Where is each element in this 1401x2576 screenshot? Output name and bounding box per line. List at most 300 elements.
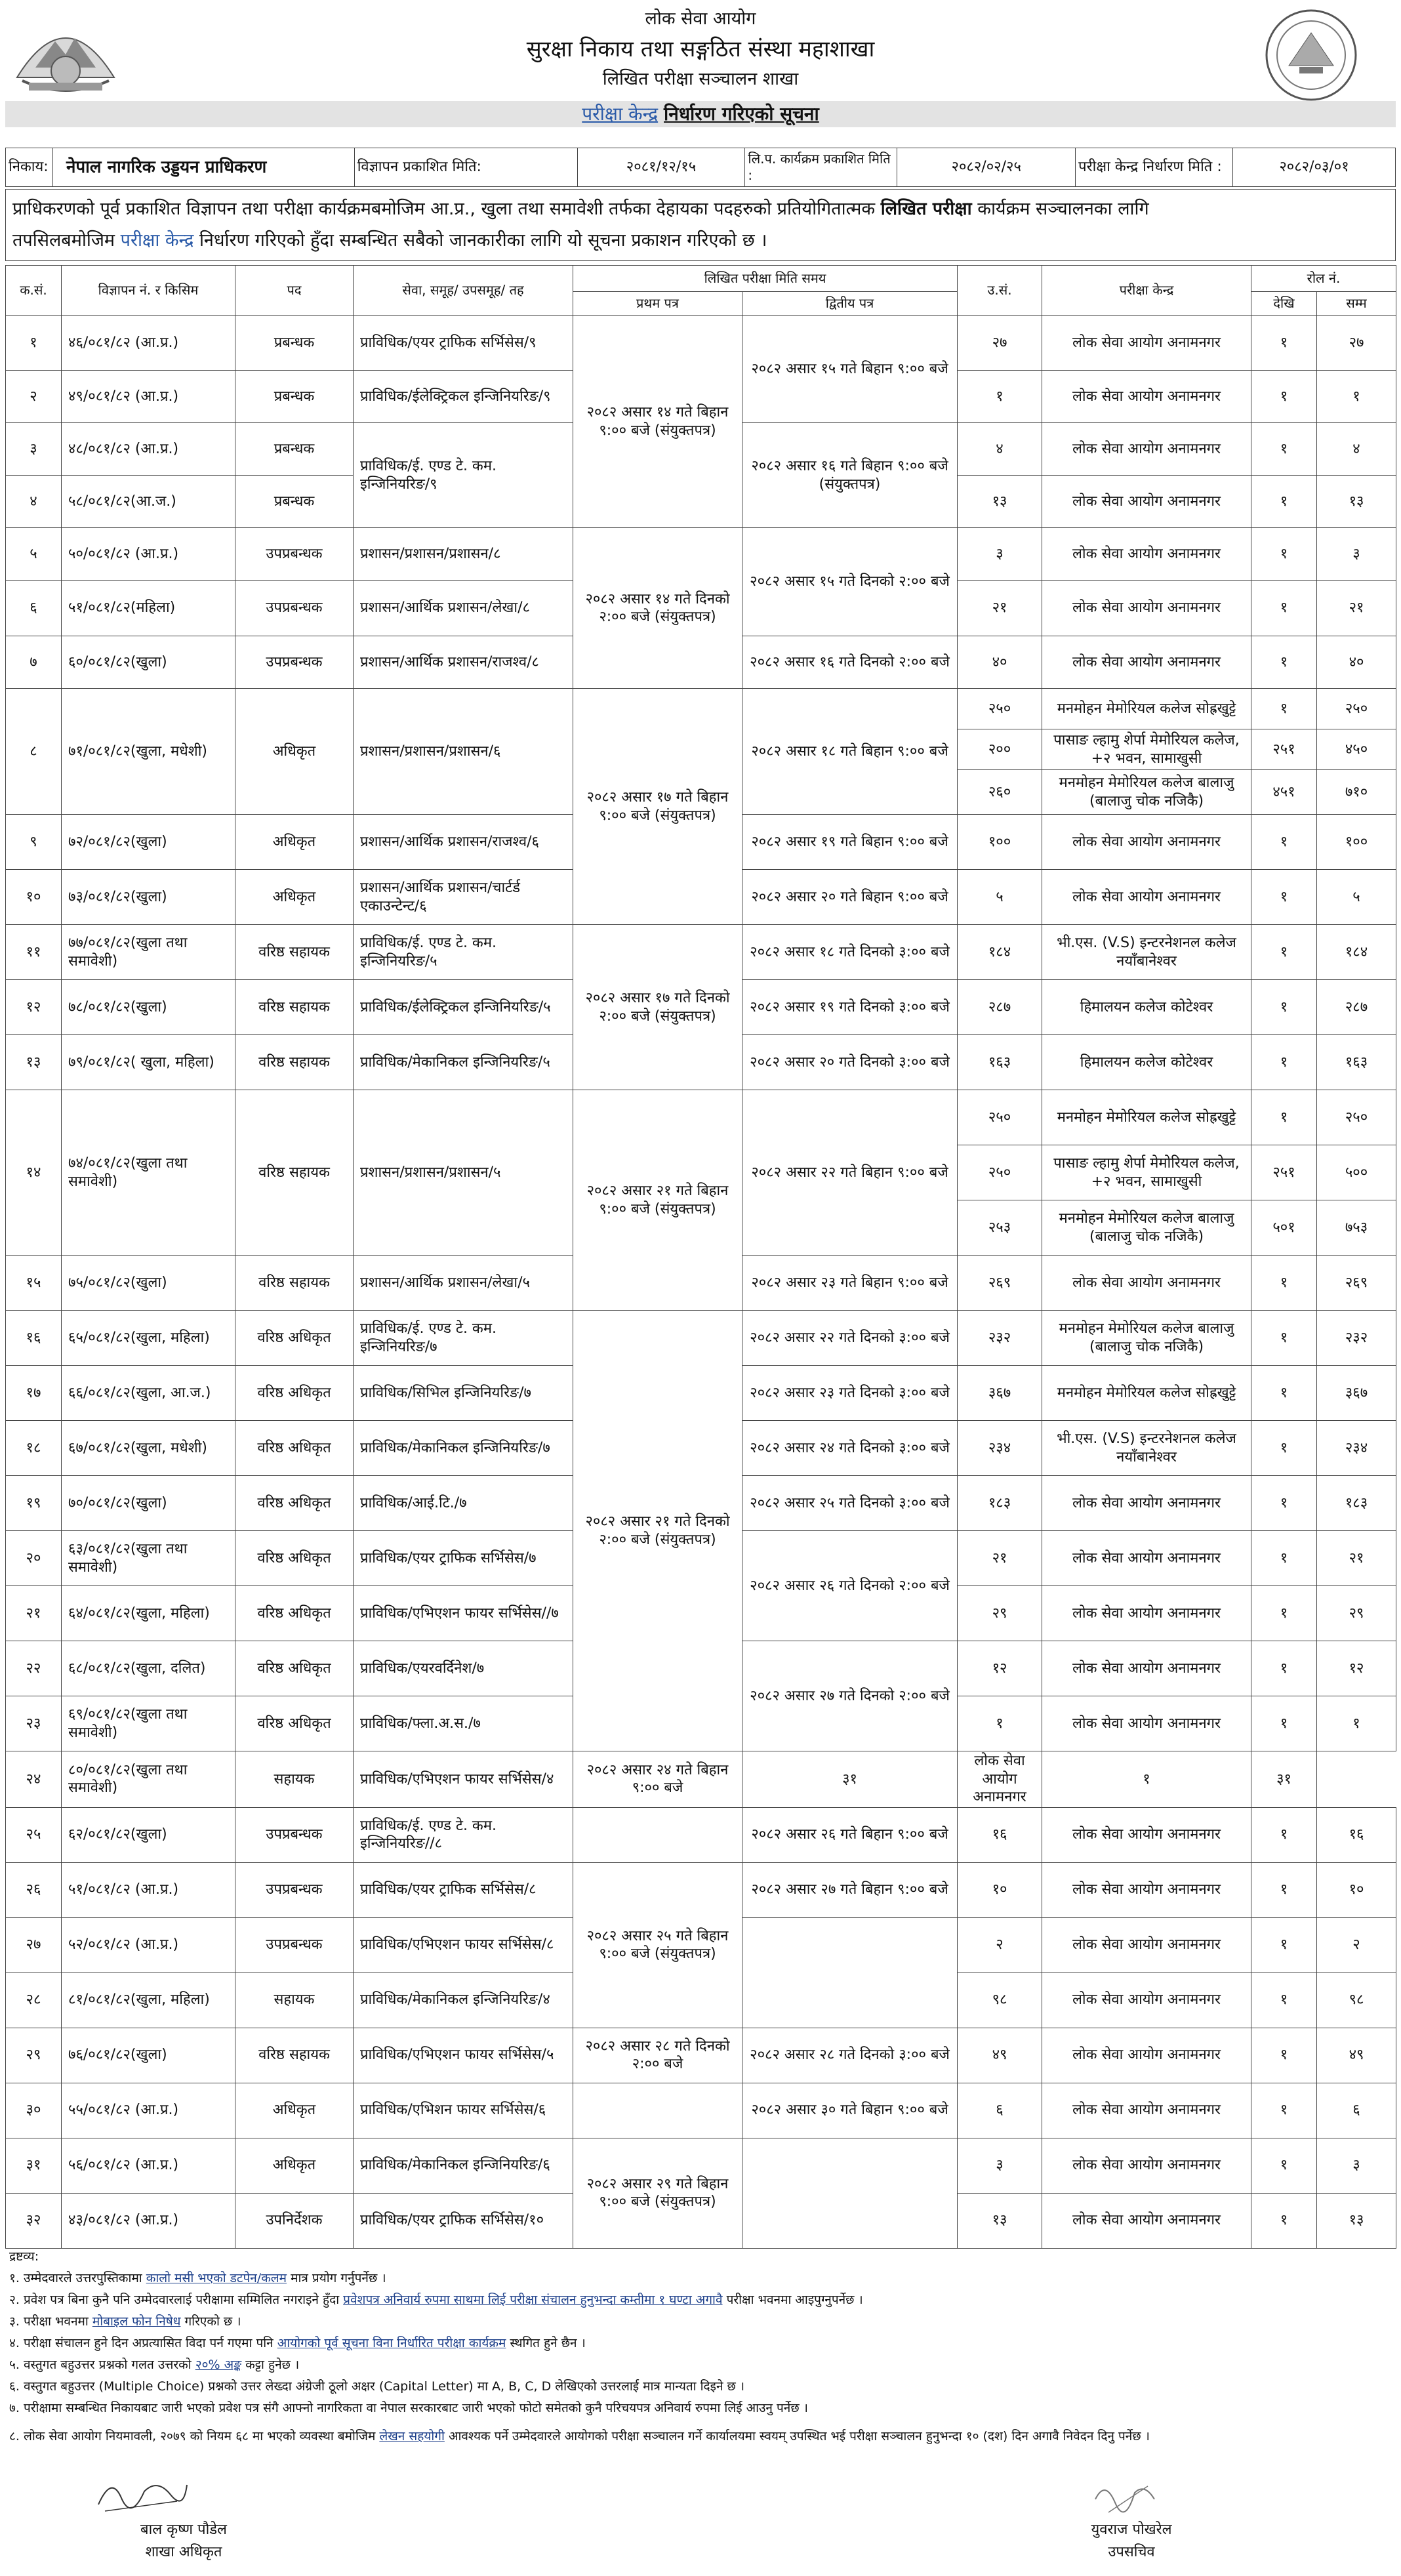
cell-roll-to: १२ <box>1317 1641 1396 1696</box>
cell-count: २०० <box>958 729 1042 770</box>
cell-service: प्राविधिक/मेकानिकल इन्जिनियरिङ/४ <box>354 1973 573 2028</box>
cell-post: वरिष्ठ अधिकृत <box>235 1531 354 1586</box>
cell-paper2: २०८२ असार २४ गते दिनको ३:०० बजे <box>742 1421 958 1476</box>
cell-count: २९ <box>958 1586 1042 1641</box>
cell-paper2: २०८२ असार १८ गते बिहान ९:०० बजे <box>742 689 958 815</box>
cell-center: लोक सेवा आयोग अनामनगर <box>1042 316 1251 371</box>
cell-paper1: २०८२ असार २१ गते बिहान ९:०० बजे (संयुक्तपत्र) <box>573 1090 742 1311</box>
cell-roll-to: १८४ <box>1317 925 1396 980</box>
cell-roll-from: १ <box>1251 1476 1317 1531</box>
table-row <box>6 528 1396 581</box>
col-header-roll: रोल नं. <box>1251 266 1396 292</box>
cell-center: लोक सेवा आयोग अनामनगर <box>1042 2193 1251 2248</box>
cell-post: अधिकृत <box>235 870 354 925</box>
cell-center: भी.एस. (V.S) इन्टरनेशनल कलेज नयाँबानेश्वर <box>1042 925 1251 980</box>
cell-service: प्रशासन/प्रशासन/प्रशासन/५ <box>354 1090 573 1256</box>
cell-service: प्राविधिक/एभिएशन फायर सर्भिसेस//७ <box>354 1586 573 1641</box>
cell-count: १३ <box>958 476 1042 528</box>
cell-count: २५० <box>958 1145 1042 1200</box>
col-header-roll-from: देखि <box>1251 292 1317 316</box>
cell-paper2: २०८२ असार १६ गते बिहान ९:०० बजे (संयुक्तपत्र) <box>742 423 958 528</box>
cell-count: ६ <box>958 2083 1042 2138</box>
cell-roll-to: १३ <box>1317 2193 1396 2248</box>
cell-roll-to: ४५० <box>1317 729 1396 770</box>
cell-count: ४ <box>958 423 1042 476</box>
cell-center: हिमालयन कलेज कोटेश्वर <box>1042 1035 1251 1090</box>
notice-text-3: तपसिलबमोजिम <box>12 230 115 251</box>
cell-roll-from: १ <box>1042 1751 1251 1808</box>
cell-center: लोक सेवा आयोग अनामनगर <box>1042 1531 1251 1586</box>
cell-service: प्राविधिक/एयरवर्दिनेश/७ <box>354 1641 573 1696</box>
cell-center: मनमोहन मेमोरियल कलेज बालाजु (बालाजु चोक नजिकै) <box>1042 1200 1251 1256</box>
cell-post: अधिकृत <box>235 689 354 815</box>
cell-adv: ५६/०८१/८२ (आ.प्र.) <box>62 2138 235 2193</box>
table-row <box>6 925 1396 980</box>
program-date-label: लि.प. कार्यक्रम प्रकाशित मिति : <box>745 148 897 187</box>
cell-roll-from: १ <box>1251 1366 1317 1421</box>
cell-service: प्राविधिक/मेकानिकल इन्जिनियरिङ/६ <box>354 2138 573 2193</box>
cell-center: लोक सेवा आयोग अनामनगर <box>1042 1862 1251 1917</box>
cell-count: ५ <box>958 870 1042 925</box>
cell-roll-from: १ <box>1251 2193 1317 2248</box>
footnote-6: ६. वस्तुगत बहुउत्तर (Multiple Choice) प्रश्नको उत्तर लेख्दा अंग्रेजी ठूलो अक्षर (Capital Letter) मा A, B, C, D लेखिएको उत्तरलाई मात्र मान्यता दिइने छ । <box>9 2379 745 2394</box>
left-signatory-title: शाखा अधिकृत <box>145 2544 222 2560</box>
cell-service: प्रशासन/आर्थिक प्रशासन/चार्टर्ड एकाउन्टेन्ट/६ <box>354 870 573 925</box>
cell-count: २७ <box>958 316 1042 371</box>
cell-service: प्राविधिक/एयर ट्राफिक सर्भिसेस/९ <box>354 316 573 371</box>
cell-roll-from: १ <box>1251 371 1317 423</box>
cell-roll-to: १३ <box>1317 476 1396 528</box>
cell-roll-to: ७१० <box>1317 770 1396 815</box>
cell-paper2: २०८२ असार २३ गते दिनको ३:०० बजे <box>742 1366 958 1421</box>
cell-service: प्राविधिक/ई. एण्ड टे. कम. इन्जिनियरिङ//८ <box>354 1807 573 1862</box>
cell-sn: १३ <box>6 1035 62 1090</box>
cell-paper2: २०८२ असार २३ गते बिहान ९:०० बजे <box>742 1256 958 1311</box>
cell-roll-from: २५१ <box>1251 729 1317 770</box>
cell-adv: ५१/०८१/८२(महिला) <box>62 581 235 636</box>
cell-paper2: २०८२ असार २५ गते दिनको ३:०० बजे <box>742 1476 958 1531</box>
table-row <box>6 316 1396 371</box>
left-signatory <box>66 2519 302 2564</box>
cell-post: वरिष्ठ सहायक <box>235 1090 354 1256</box>
cell-roll-to: ७५३ <box>1317 1200 1396 1256</box>
cell-adv: ८०/०८१/८२(खुला तथा समावेशी) <box>62 1751 235 1808</box>
cell-sn: २८ <box>6 1973 62 2028</box>
table-row <box>6 1311 1396 1366</box>
cell-post: उपप्रबन्धक <box>235 1917 354 1973</box>
cell-adv: ६८/०८१/८२(खुला, दलित) <box>62 1641 235 1696</box>
cell-center: लोक सेवा आयोग अनामनगर <box>1042 423 1251 476</box>
cell-roll-to: १०० <box>1317 815 1396 870</box>
table-row <box>6 2138 1396 2193</box>
cell-paper1: २०८२ असार २८ गते दिनको २:०० बजे <box>573 2028 742 2083</box>
cell-sn: ३ <box>6 423 62 476</box>
cell-post: वरिष्ठ सहायक <box>235 925 354 980</box>
cell-sn: ५ <box>6 528 62 581</box>
cell-post: सहायक <box>235 1751 354 1808</box>
cell-paper2: २०८२ असार ३० गते बिहान ९:०० बजे <box>742 2083 958 2138</box>
cell-count: १८४ <box>958 925 1042 980</box>
cell-sn: १० <box>6 870 62 925</box>
footnote-8: ८. लोक सेवा आयोग नियमावली, २०७९ को नियम ६८ मा भएको व्यवस्था बमोजिम लेखन सहयोगी आवश्यक पर्ने उम्मेदवारले आयोगको परीक्षा सञ्चालन गर्ने कार्यालयमा स्वयम् उपस्थित भई परीक्षा सञ्चालन हुनुभन्दा १० (दश) दिन अगावै निवेदन दिनु पर्नेछ । <box>9 2429 1150 2443</box>
cell-sn: १ <box>6 316 62 371</box>
right-signatory-title: उपसचिव <box>1108 2544 1155 2560</box>
notice-text-1: प्राधिकरणको पूर्व प्रकाशित विज्ञापन तथा परीक्षा कार्यक्रमबमोजिम आ.प्र., खुला तथा समावेशी तर्फका देहायका पदहरुको प्रतियोगितात्मक <box>12 199 876 219</box>
cell-center: लोक सेवा आयोग अनामनगर <box>1042 2138 1251 2193</box>
cell-roll-to: २३४ <box>1317 1421 1396 1476</box>
cell-count: १६३ <box>958 1035 1042 1090</box>
cell-paper1: २०८२ असार २१ गते दिनको २:०० बजे (संयुक्तपत्र) <box>573 1311 742 1751</box>
cell-roll-from: १ <box>1251 1531 1317 1586</box>
cell-paper1: २०८२ असार १४ गते दिनको २:०० बजे (संयुक्तपत्र) <box>573 528 742 689</box>
cell-roll-from: १ <box>1251 423 1317 476</box>
cell-service: प्राविधिक/एयर ट्राफिक सर्भिसेस/७ <box>354 1531 573 1586</box>
cell-roll-to: १६३ <box>1317 1035 1396 1090</box>
cell-sn: २६ <box>6 1862 62 1917</box>
cell-post: प्रबन्धक <box>235 316 354 371</box>
cell-paper1: २०८२ असार १७ गते दिनको २:०० बजे (संयुक्तपत्र) <box>573 925 742 1090</box>
cell-paper1: २०८२ असार १७ गते बिहान ९:०० बजे (संयुक्तपत्र) <box>573 689 742 925</box>
cell-paper1: २०८२ असार २९ गते बिहान ९:०० बजे (संयुक्तपत्र) <box>573 2138 742 2248</box>
adv-date-label: विज्ञापन प्रकाशित मिति: <box>354 148 577 187</box>
cell-sn: ४ <box>6 476 62 528</box>
cell-count: १ <box>958 1696 1042 1751</box>
cell-post: वरिष्ठ अधिकृत <box>235 1696 354 1751</box>
cell-post: वरिष्ठ सहायक <box>235 1035 354 1090</box>
cell-service: प्राविधिक/एयर ट्राफिक सर्भिसेस/८ <box>354 1862 573 1917</box>
cell-post: वरिष्ठ अधिकृत <box>235 1421 354 1476</box>
cell-roll-to: २६९ <box>1317 1256 1396 1311</box>
right-signatory <box>1013 2519 1249 2564</box>
table-row <box>6 1090 1396 1145</box>
cell-count: २१ <box>958 581 1042 636</box>
cell-center: लोक सेवा आयोग अनामनगर <box>1042 1476 1251 1531</box>
cell-count: १८३ <box>958 1476 1042 1531</box>
cell-adv: ८१/०८१/८२(खुला, महिला) <box>62 1973 235 2028</box>
org-label: निकाय: <box>6 148 53 187</box>
cell-post: वरिष्ठ अधिकृत <box>235 1311 354 1366</box>
cell-center: मनमोहन मेमोरियल कलेज सोह्रखुट्टे <box>1042 689 1251 729</box>
cell-post: अधिकृत <box>235 2083 354 2138</box>
cell-post: वरिष्ठ सहायक <box>235 980 354 1035</box>
cell-adv: ७३/०८१/८२(खुला) <box>62 870 235 925</box>
cell-roll-to: २८७ <box>1317 980 1396 1035</box>
cell-roll-from: १ <box>1251 1035 1317 1090</box>
cell-count: ३१ <box>742 1751 958 1808</box>
cell-count: २३४ <box>958 1421 1042 1476</box>
cell-roll-to: २३२ <box>1317 1311 1396 1366</box>
cell-roll-to: २५० <box>1317 689 1396 729</box>
cell-roll-to: ६ <box>1317 2083 1396 2138</box>
cell-paper2: २०८२ असार २८ गते दिनको ३:०० बजे <box>742 2028 958 2083</box>
center-date-label: परीक्षा केन्द्र निर्धारण मिति : <box>1076 148 1233 187</box>
cell-adv: ६०/०८१/८२(खुला) <box>62 636 235 689</box>
cell-post: प्रबन्धक <box>235 423 354 476</box>
cell-sn: २२ <box>6 1641 62 1696</box>
cell-count: २६० <box>958 770 1042 815</box>
cell-count: ३६७ <box>958 1366 1042 1421</box>
table-row <box>6 1807 1396 1862</box>
cell-service: प्रशासन/प्रशासन/प्रशासन/६ <box>354 689 573 815</box>
cell-count: २ <box>958 1917 1042 1973</box>
cell-paper2: २०८२ असार १९ गते बिहान ९:०० बजे <box>742 815 958 870</box>
cell-sn: ९ <box>6 815 62 870</box>
cell-service: प्राविधिक/फ्ला.अ.स./७ <box>354 1696 573 1751</box>
cell-roll-from: ४५१ <box>1251 770 1317 815</box>
cell-paper2: २०८२ असार १८ गते दिनको ३:०० बजे <box>742 925 958 980</box>
cell-adv: ७०/०८१/८२(खुला) <box>62 1476 235 1531</box>
cell-center: लोक सेवा आयोग अनामनगर <box>1042 815 1251 870</box>
cell-center: लोक सेवा आयोग अनामनगर <box>1042 1696 1251 1751</box>
cell-center: लोक सेवा आयोग अनामनगर <box>1042 371 1251 423</box>
adv-date-value: २०८१/१२/१५ <box>577 148 745 187</box>
cell-count: १३ <box>958 2193 1042 2248</box>
division-name: सुरक्षा निकाय तथा सङ्गठित संस्था महाशाखा <box>526 36 875 62</box>
cell-center: लोक सेवा आयोग अनामनगर <box>1042 2083 1251 2138</box>
cell-count: १० <box>958 1862 1042 1917</box>
footnotes-title: द्रष्टव्य: <box>9 2249 39 2264</box>
col-header-roll-to: सम्म <box>1317 292 1396 316</box>
col-header-paper1: प्रथम पत्र <box>573 292 742 316</box>
cell-roll-from: १ <box>1251 2083 1317 2138</box>
cell-service: प्राविधिक/ई. एण्ड टे. कम. इन्जिनियरिङ/९ <box>354 423 573 528</box>
cell-center: मनमोहन मेमोरियल कलेज सोह्रखुट्टे <box>1042 1366 1251 1421</box>
info-table <box>5 148 1396 187</box>
cell-roll-from: १ <box>1251 1641 1317 1696</box>
org-value: नेपाल नागरिक उड्डयन प्राधिकरण <box>52 148 354 187</box>
cell-sn: ३२ <box>6 2193 62 2248</box>
cell-service: प्रशासन/आर्थिक प्रशासन/राजश्व/६ <box>354 815 573 870</box>
cell-sn: २३ <box>6 1696 62 1751</box>
cell-post: उपप्रबन्धक <box>235 1807 354 1862</box>
cell-roll-from: १ <box>1251 1862 1317 1917</box>
cell-sn: २७ <box>6 1917 62 1973</box>
cell-count: २५३ <box>958 1200 1042 1256</box>
cell-post: प्रबन्धक <box>235 371 354 423</box>
cell-roll-to: २७ <box>1317 316 1396 371</box>
cell-paper2: २०८२ असार २२ गते बिहान ९:०० बजे <box>742 1090 958 1256</box>
left-signature-icon <box>92 2472 190 2518</box>
cell-roll-to: २१ <box>1317 581 1396 636</box>
cell-post: वरिष्ठ अधिकृत <box>235 1586 354 1641</box>
cell-adv: ५८/०८१/८२(आ.ज.) <box>62 476 235 528</box>
cell-adv: ७१/०८१/८२(खुला, मधेशी) <box>62 689 235 815</box>
notice-text-2: कार्यक्रम सञ्चालनका लागि <box>977 199 1149 219</box>
cell-post: वरिष्ठ सहायक <box>235 1256 354 1311</box>
col-header-adv: विज्ञापन नं. र किसिम <box>62 266 235 316</box>
cell-service: प्रशासन/आर्थिक प्रशासन/लेखा/८ <box>354 581 573 636</box>
cell-paper2: २०८२ असार १५ गते बिहान ९:०० बजे <box>742 316 958 423</box>
cell-adv: ४८/०८१/८२ (आ.प्र.) <box>62 423 235 476</box>
cell-center: पासाङ ल्हामु शेर्पा मेमोरियल कलेज, +२ भवन, सामाखुसी <box>1042 1145 1251 1200</box>
col-header-exam-time: लिखित परीक्षा मिति समय <box>573 266 958 292</box>
cell-roll-from: १ <box>1251 980 1317 1035</box>
cell-roll-from: १ <box>1251 1696 1317 1751</box>
notice-paragraph <box>5 189 1396 261</box>
cell-sn: ३० <box>6 2083 62 2138</box>
cell-paper2: २०८२ असार २६ गते दिनको २:०० बजे <box>742 1531 958 1641</box>
cell-sn: १६ <box>6 1311 62 1366</box>
cell-sn: ८ <box>6 689 62 815</box>
cell-count: १२ <box>958 1641 1042 1696</box>
cell-sn: १७ <box>6 1366 62 1421</box>
cell-adv: ४९/०८१/८२ (आ.प्र.) <box>62 371 235 423</box>
cell-count: २१ <box>958 1531 1042 1586</box>
cell-paper1 <box>573 1807 742 1862</box>
cell-center: लोक सेवा आयोग अनामनगर <box>1042 581 1251 636</box>
footnote-4: ४. परीक्षा संचालन हुने दिन अप्रत्यासित विदा पर्न गएमा पनि आयोगको पूर्व सूचना विना निर्धारित परीक्षा कार्यक्रम स्थगित हुने छैन । <box>9 2336 586 2350</box>
cell-service: प्राविधिक/ई. एण्ड टे. कम. इन्जिनियरिङ/५ <box>354 925 573 980</box>
cell-paper2: २०८२ असार २६ गते बिहान ९:०० बजे <box>742 1807 958 1862</box>
cell-roll-from: १ <box>1251 1256 1317 1311</box>
cell-service: प्रशासन/आर्थिक प्रशासन/लेखा/५ <box>354 1256 573 1311</box>
cell-paper2: २०८२ असार १९ गते दिनको ३:०० बजे <box>742 980 958 1035</box>
cell-count: २३२ <box>958 1311 1042 1366</box>
cell-center: मनमोहन मेमोरियल कलेज बालाजु (बालाजु चोक नजिकै) <box>1042 770 1251 815</box>
cell-post: उपप्रबन्धक <box>235 528 354 581</box>
cell-roll-to: १६ <box>1317 1807 1396 1862</box>
cell-service: प्राविधिक/आई.टि./७ <box>354 1476 573 1531</box>
table-row <box>6 689 1396 729</box>
cell-adv: ६६/०८१/८२(खुला, आ.ज.) <box>62 1366 235 1421</box>
cell-center: मनमोहन मेमोरियल कलेज सोह्रखुट्टे <box>1042 1090 1251 1145</box>
cell-service: प्राविधिक/एयर ट्राफिक सर्भिसेस/१० <box>354 2193 573 2248</box>
cell-post: वरिष्ठ अधिकृत <box>235 1641 354 1696</box>
cell-count: ३ <box>958 2138 1042 2193</box>
cell-count: २८७ <box>958 980 1042 1035</box>
cell-paper2 <box>742 1917 958 2028</box>
cell-roll-to: ४ <box>1317 423 1396 476</box>
cell-service: प्राविधिक/मेकानिकल इन्जिनियरिङ/७ <box>354 1421 573 1476</box>
cell-roll-to: ३ <box>1317 528 1396 581</box>
cell-post: सहायक <box>235 1973 354 2028</box>
cell-paper2 <box>742 2138 958 2248</box>
cell-sn: १८ <box>6 1421 62 1476</box>
cell-roll-from: १ <box>1251 925 1317 980</box>
cell-roll-from: ५०१ <box>1251 1200 1317 1256</box>
cell-paper2: २०८२ असार २० गते दिनको ३:०० बजे <box>742 1035 958 1090</box>
cell-service: प्राविधिक/एभिशन फायर सर्भिसेस/६ <box>354 2083 573 2138</box>
cell-center: हिमालयन कलेज कोटेश्वर <box>1042 980 1251 1035</box>
cell-roll-to: ४९ <box>1317 2028 1396 2083</box>
cell-post: उपप्रबन्धक <box>235 581 354 636</box>
cell-paper1: २०८२ असार २५ गते बिहान ९:०० बजे (संयुक्तपत्र) <box>573 1862 742 2028</box>
col-header-paper2: द्वितीय पत्र <box>742 292 958 316</box>
cell-roll-to: २१ <box>1317 1531 1396 1586</box>
cell-post: वरिष्ठ सहायक <box>235 2028 354 2083</box>
cell-center: पासाङ ल्हामु शेर्पा मेमोरियल कलेज, +२ भवन, सामाखुसी <box>1042 729 1251 770</box>
cell-center: लोक सेवा आयोग अनामनगर <box>1042 1256 1251 1311</box>
cell-roll-from: २५१ <box>1251 1145 1317 1200</box>
cell-service: प्राविधिक/ई. एण्ड टे. कम. इन्जिनियरिङ/७ <box>354 1311 573 1366</box>
cell-adv: ५२/०८१/८२ (आ.प्र.) <box>62 1917 235 1973</box>
cell-roll-from: १ <box>1251 1586 1317 1641</box>
cell-adv: ४६/०८१/८२ (आ.प्र.) <box>62 316 235 371</box>
cell-count: ३ <box>958 528 1042 581</box>
cell-paper2: २०८२ असार २४ गते बिहान ९:०० बजे <box>573 1751 742 1808</box>
cell-count: १६ <box>958 1807 1042 1862</box>
cell-adv: ६४/०८१/८२(खुला, महिला) <box>62 1586 235 1641</box>
cell-sn: १४ <box>6 1090 62 1256</box>
cell-center: लोक सेवा आयोग अनामनगर <box>1042 1807 1251 1862</box>
program-date-value: २०८२/०२/२५ <box>897 148 1076 187</box>
cell-count: ९८ <box>958 1973 1042 2028</box>
footnote-3: ३. परीक्षा भवनमा मोबाइल फोन निषेध गरिएको छ । <box>9 2314 241 2329</box>
cell-adv: ७२/०८१/८२(खुला) <box>62 815 235 870</box>
cell-roll-to: १ <box>1317 371 1396 423</box>
cell-adv: ६९/०८१/८२(खुला तथा समावेशी) <box>62 1696 235 1751</box>
table-row <box>6 2083 1396 2138</box>
cell-center: लोक सेवा आयोग अनामनगर <box>1042 1586 1251 1641</box>
cell-count: २६९ <box>958 1256 1042 1311</box>
cell-sn: १५ <box>6 1256 62 1311</box>
cell-center: लोक सेवा आयोग अनामनगर <box>1042 1973 1251 2028</box>
cell-roll-from: १ <box>1251 1421 1317 1476</box>
table-row <box>6 1751 1396 1808</box>
cell-roll-to: ५०० <box>1317 1145 1396 1200</box>
cell-count: २५० <box>958 1090 1042 1145</box>
cell-roll-from: १ <box>1251 1311 1317 1366</box>
cell-service: प्राविधिक/सिभिल इन्जिनियरिङ/७ <box>354 1366 573 1421</box>
cell-adv: ७८/०८१/८२(खुला) <box>62 980 235 1035</box>
cell-count: ४९ <box>958 2028 1042 2083</box>
cell-roll-from: १ <box>1251 1917 1317 1973</box>
notice-title-banner <box>5 101 1396 127</box>
cell-sn: १२ <box>6 980 62 1035</box>
cell-service: प्राविधिक/ईलेक्ट्रिकल इन्जिनियरिङ/९ <box>354 371 573 423</box>
cell-sn: २४ <box>6 1751 62 1808</box>
section-name: लिखित परीक्षा सञ्चालन शाखा <box>602 69 799 89</box>
cell-service: प्रशासन/प्रशासन/प्रशासन/८ <box>354 528 573 581</box>
cell-post: प्रबन्धक <box>235 476 354 528</box>
cell-roll-from: १ <box>1251 1973 1317 2028</box>
cell-paper1: २०८२ असार १४ गते बिहान ९:०० बजे (संयुक्तपत्र) <box>573 316 742 528</box>
cell-count: २५० <box>958 689 1042 729</box>
exam-center-table <box>5 265 1396 2249</box>
notice-bold: लिखित परीक्षा <box>880 199 972 219</box>
cell-paper2: २०८२ असार १५ गते दिनको २:०० बजे <box>742 528 958 636</box>
cell-count: ४० <box>958 636 1042 689</box>
footnote-2: २. प्रवेश पत्र बिना कुनै पनि उम्मेदवारलाई परीक्षामा सम्मिलित नगराइने हुँदा प्रवेशपत्र अनिवार्य रुपमा साथमा लिई परीक्षा संचालन हुनुभन्दा कम्तीमा १ घण्टा अगावै परीक्षा भवनमा आइपुग्नुपर्नेछ । <box>9 2293 863 2307</box>
cell-roll-to: ४० <box>1317 636 1396 689</box>
cell-paper2: २०८२ असार १६ गते दिनको २:०० बजे <box>742 636 958 689</box>
cell-sn: २१ <box>6 1586 62 1641</box>
cell-sn: ६ <box>6 581 62 636</box>
cell-count: १ <box>958 371 1042 423</box>
commission-name: लोक सेवा आयोग <box>645 9 756 29</box>
cell-center: लोक सेवा आयोग अनामनगर <box>1042 476 1251 528</box>
cell-adv: ७५/०८१/८२(खुला) <box>62 1256 235 1311</box>
cell-service: प्रशासन/आर्थिक प्रशासन/राजश्व/८ <box>354 636 573 689</box>
cell-roll-from: १ <box>1251 1807 1317 1862</box>
col-header-center: परीक्षा केन्द्र <box>1042 266 1251 316</box>
right-signature-icon <box>1089 2473 1161 2519</box>
cell-paper2: २०८२ असार २२ गते दिनको ३:०० बजे <box>742 1311 958 1366</box>
cell-count: १०० <box>958 815 1042 870</box>
cell-adv: ५५/०८१/८२ (आ.प्र.) <box>62 2083 235 2138</box>
notice-text-4: निर्धारण गरिएको हुँदा सम्बन्धित सबैको जानकारीका लागि यो सूचना प्रकाशन गरिएको छ । <box>199 230 767 251</box>
cell-adv: ७९/०८१/८२( खुला, महिला) <box>62 1035 235 1090</box>
cell-roll-to: ३६७ <box>1317 1366 1396 1421</box>
cell-roll-to: ९८ <box>1317 1973 1396 2028</box>
cell-center: लोक सेवा आयोग अनामनगर <box>1042 1917 1251 1973</box>
cell-adv: ६७/०८१/८२(खुला, मधेशी) <box>62 1421 235 1476</box>
cell-service: प्राविधिक/एभिएशन फायर सर्भिसेस/४ <box>354 1751 573 1808</box>
footnote-7: ७. परीक्षामा सम्बन्धित निकायबाट जारी भएको प्रवेश पत्र संगै आफ्नो नागरिकता वा नेपाल सरकारबाट जारी भएको फोटो समेतको कुनै परिचयपत्र अनिवार्य रुपमा लिई आउनु पर्नेछ । <box>9 2401 808 2415</box>
col-header-count: उ.सं. <box>958 266 1042 316</box>
cell-roll-from: १ <box>1251 2028 1317 2083</box>
left-signatory-name: बाल कृष्ण पौडेल <box>140 2522 227 2538</box>
